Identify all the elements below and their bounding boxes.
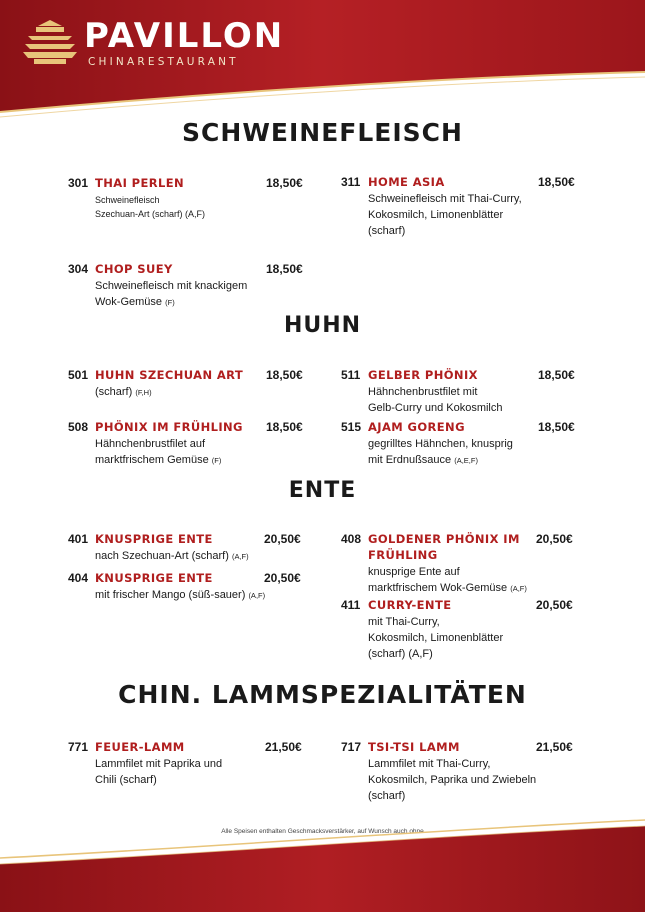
allergen-codes: (A,F) bbox=[510, 584, 527, 593]
dish-price: 18,50€ bbox=[538, 368, 575, 382]
dish-name: CHOP SUEY bbox=[95, 262, 173, 276]
dish-508 bbox=[68, 420, 308, 469]
dish-price: 18,50€ bbox=[266, 262, 303, 276]
dish-511 bbox=[341, 368, 581, 416]
dish-description: Lammfilet mit Thai-Curry, bbox=[368, 758, 491, 770]
dish-408 bbox=[341, 532, 581, 597]
dish-description: Schweinefleisch mit Thai-Curry, bbox=[368, 193, 522, 205]
dish-name: AJAM GORENG bbox=[368, 420, 465, 434]
footer-background bbox=[0, 818, 645, 912]
section-title-ente: ENTE bbox=[288, 478, 357, 503]
dish-number: 404 bbox=[68, 571, 89, 585]
dish-description: (scharf) bbox=[95, 386, 133, 398]
brand-subtitle: CHINARESTAURANT bbox=[88, 56, 239, 68]
dish-name: GELBER PHÖNIX bbox=[368, 368, 478, 382]
dish-number: 511 bbox=[341, 368, 361, 382]
dish-501 bbox=[68, 368, 308, 401]
dish-311 bbox=[341, 175, 581, 239]
allergen-codes: (F) bbox=[211, 456, 222, 465]
dish-717 bbox=[341, 740, 581, 804]
dish-number: 411 bbox=[341, 598, 361, 612]
dish-number: 771 bbox=[68, 740, 89, 754]
footer-band bbox=[0, 818, 645, 912]
dish-number: 401 bbox=[68, 532, 89, 546]
allergen-codes: (F,H) bbox=[135, 388, 152, 397]
dish-name: HUHN SZECHUAN ART bbox=[95, 368, 244, 382]
dish-description: (scharf) bbox=[368, 790, 406, 802]
dish-401 bbox=[68, 532, 308, 565]
dish-description: Kokosmilch, Limonenblätter bbox=[368, 632, 504, 644]
dish-number: 408 bbox=[341, 532, 362, 546]
dish-number: 515 bbox=[341, 420, 362, 434]
section-title-lamm: CHIN. LAMMSPEZIALITÄTEN bbox=[118, 680, 527, 709]
allergen-codes: (A,E,F) bbox=[454, 456, 478, 465]
allergen-codes: (F) bbox=[165, 298, 175, 307]
dish-description: Wok-Gemüse bbox=[95, 296, 163, 308]
dish-description: Gelb-Curry und Kokosmilch bbox=[368, 402, 503, 414]
dish-number: 311 bbox=[341, 175, 361, 189]
dish-number: 304 bbox=[68, 262, 89, 276]
brand-name: PAVILLON bbox=[84, 16, 285, 56]
dish-name: PHÖNIX IM FRÜHLING bbox=[95, 420, 243, 434]
dish-description: marktfrischem Gemüse bbox=[95, 454, 209, 466]
dish-description: Kokosmilch, Paprika und Zwiebeln bbox=[368, 774, 537, 786]
dish-price: 18,50€ bbox=[266, 368, 303, 382]
dish-name: HOME ASIA bbox=[368, 175, 445, 189]
dish-name: FEUER-LAMM bbox=[95, 740, 185, 754]
dish-description: Hähnchenbrustfilet mit bbox=[368, 386, 478, 398]
dish-description: (scharf) bbox=[368, 225, 406, 237]
section-title-huhn: HUHN bbox=[283, 313, 362, 338]
footnote: Alle Speisen enthalten Geschmacksverstärker, auf Wunsch auch ohne bbox=[221, 828, 424, 835]
dish-name: TSI-TSI LAMM bbox=[368, 740, 460, 754]
dish-description: Chili (scharf) bbox=[95, 774, 157, 786]
dish-price: 20,50€ bbox=[264, 571, 301, 585]
dish-price: 21,50€ bbox=[265, 740, 302, 754]
dish-price: 18,50€ bbox=[538, 175, 575, 189]
dish-description: nach Szechuan-Art (scharf) bbox=[95, 550, 229, 562]
dish-price: 18,50€ bbox=[266, 420, 303, 434]
dish-price: 20,50€ bbox=[536, 598, 573, 612]
dish-411 bbox=[341, 598, 581, 662]
dish-name: FRÜHLING bbox=[368, 548, 438, 562]
dish-number: 717 bbox=[341, 740, 362, 754]
dish-number: 508 bbox=[68, 420, 89, 434]
dish-304 bbox=[68, 262, 308, 311]
dish-price: 18,50€ bbox=[538, 420, 575, 434]
dish-price: 21,50€ bbox=[536, 740, 573, 754]
dish-name: KNUSPRIGE ENTE bbox=[95, 532, 213, 546]
dish-description: mit frischer Mango (süß-sauer) bbox=[95, 589, 246, 601]
dish-404 bbox=[68, 571, 308, 604]
allergen-codes: (A,F) bbox=[248, 591, 266, 600]
dish-description: Schweinefleisch bbox=[95, 195, 160, 205]
dish-name: KNUSPRIGE ENTE bbox=[95, 571, 213, 585]
section-title-schweinefleisch: SCHWEINEFLEISCH bbox=[182, 118, 463, 147]
dish-301 bbox=[68, 176, 308, 221]
header-band bbox=[0, 0, 645, 120]
dish-price: 18,50€ bbox=[266, 176, 303, 190]
dish-description: (scharf) (A,F) bbox=[368, 648, 433, 660]
dish-description: knusprige Ente auf bbox=[368, 566, 460, 578]
dish-description: gegrilltes Hähnchen, knusprig bbox=[368, 438, 513, 450]
allergen-codes: (A,F) bbox=[231, 552, 249, 561]
dish-price: 20,50€ bbox=[264, 532, 301, 546]
dish-description: mit Erdnußsauce bbox=[368, 454, 452, 466]
dish-number: 301 bbox=[68, 176, 89, 190]
pagoda-logo-icon bbox=[22, 18, 78, 66]
dish-description: Lammfilet mit Paprika und bbox=[95, 758, 223, 770]
dish-name: CURRY-ENTE bbox=[368, 598, 452, 612]
dish-description: marktfrischem Wok-Gemüse bbox=[368, 582, 508, 594]
dish-price: 20,50€ bbox=[536, 532, 573, 546]
dish-description: Kokosmilch, Limonenblätter bbox=[368, 209, 504, 221]
dish-515 bbox=[341, 420, 581, 469]
dish-771 bbox=[68, 740, 308, 788]
dish-number: 501 bbox=[68, 368, 89, 382]
dish-name: THAI PERLEN bbox=[95, 176, 184, 190]
dish-description: Schweinefleisch mit knackigem bbox=[95, 280, 248, 292]
dish-name: GOLDENER PHÖNIX IM bbox=[368, 532, 520, 546]
dish-description: Hähnchenbrustfilet auf bbox=[95, 438, 206, 450]
dish-description: mit Thai-Curry, bbox=[368, 616, 440, 628]
dish-description: Szechuan-Art (scharf) (A,F) bbox=[95, 209, 206, 219]
